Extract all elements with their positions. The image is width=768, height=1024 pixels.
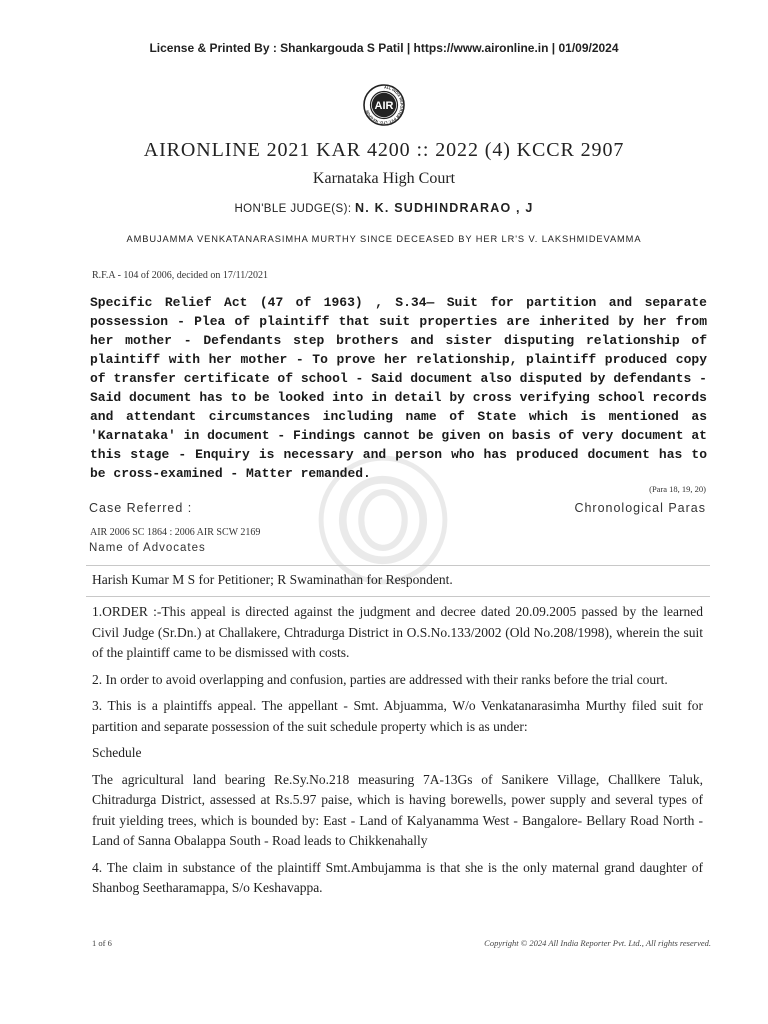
headnote-paras: (Para 18, 19, 20) — [649, 484, 706, 494]
page-number: 1 of 6 — [92, 938, 112, 948]
judge-name: N. K. SUDHINDRARAO , J — [355, 201, 534, 215]
advocates-value: Harish Kumar M S for Petitioner; R Swaminathan for Respondent. — [92, 572, 453, 587]
schedule-label: Schedule — [92, 745, 142, 760]
case-referred-value[interactable]: AIR 2006 SC 1864 : 2006 AIR SCW 2169 — [90, 527, 261, 538]
judge-prefix: HON'BLE JUDGE(S): — [234, 203, 352, 215]
chronological-paras-link[interactable]: Chronological Paras — [574, 501, 706, 515]
paragraph-4: 4. The claim in substance of the plaintiff Smt.Ambujamma is that she is the only maternal grand daughter of Shanbog Seetharamappa, S/o Keshavappa. — [92, 859, 703, 895]
case-citation: AIRONLINE 2021 KAR 4200 :: 2022 (4) KCCR 2907 — [143, 139, 625, 161]
judgment-body — [92, 602, 703, 905]
divider — [86, 565, 710, 566]
paragraph-2: 2. In order to avoid overlapping and confusion, parties are addressed with their ranks before the trial court. — [92, 671, 668, 687]
judge-line — [0, 201, 768, 215]
divider — [86, 596, 710, 597]
logo-text: AIR — [374, 100, 394, 112]
logo-ring-text: ALL INDIA REPORTER PVT. LTD. NAGPUR — [365, 85, 404, 125]
advocates-label: Name of Advocates — [89, 542, 206, 554]
schedule-text: The agricultural land bearing Re.Sy.No.218 measuring 7A-13Gs of Sanikere Village, Challkere Taluk, Chitradurga District, assessed at Rs.5.97 paise, which is having borewells, power supply and several types of fruit yielding trees, which is bounded by: East - Land of Kalyanamma West - Bangalore- Bellary Road North - Land of Sanna Obalappa South - Road leads to Chikkenahally — [92, 771, 703, 848]
license-line: License & Printed By : Shankargouda S Patil | https://www.aironline.in | 01/09/2024 — [149, 41, 619, 55]
paragraph-1: 1.ORDER :-This appeal is directed against the judgment and decree dated 20.09.2005 passed by the learned Civil Judge (Sr.Dn.) at Challakere, Chtradurga District in O.S.No.133/2002 (Old No.208/1998), wherein the suit of the plaintiff came to be dismissed with costs. — [92, 604, 703, 660]
air-logo — [363, 84, 405, 126]
case-parties: AMBUJAMMA VENKATANARASIMHA MURTHY SINCE DECEASED BY HER LR'S V. LAKSHMIDEVAMMA — [126, 234, 642, 244]
rfa-line: R.F.A - 104 of 2006, decided on 17/11/2021 — [92, 270, 269, 281]
copyright-notice: Copyright © 2024 All India Reporter Pvt. Ltd., All rights reserved. — [484, 938, 711, 948]
court-name: Karnataka High Court — [312, 170, 456, 187]
case-referred-label: Case Referred : — [89, 501, 193, 515]
paragraph-3: 3. This is a plaintiffs appeal. The appellant - Smt. Abjuamma, W/o Venkatanarasimha Murthy filed suit for partition and separate possession of the suit schedule property which is as under: — [92, 698, 703, 734]
headnote: Specific Relief Act (47 of 1963) , S.34— Suit for partition and separate possession - Plea of plaintiff that suit properties are inherited by her from her mother - Defendants step brothers and sister disputing relationship of plaintiff with her mother - To prove her relationship, plaintiff produced copy of transfer certificate of school - Said document also disputed by defendants - Said document has to be looked into in detail by cross verifying school records and attendant circumstances including name of State which is mentioned as 'Karnataka' in document - Findings cannot be given on basis of very document at this stage - Enquiry is necessary and person who has produced document has to be cross-examined - Matter remanded. — [90, 295, 707, 481]
